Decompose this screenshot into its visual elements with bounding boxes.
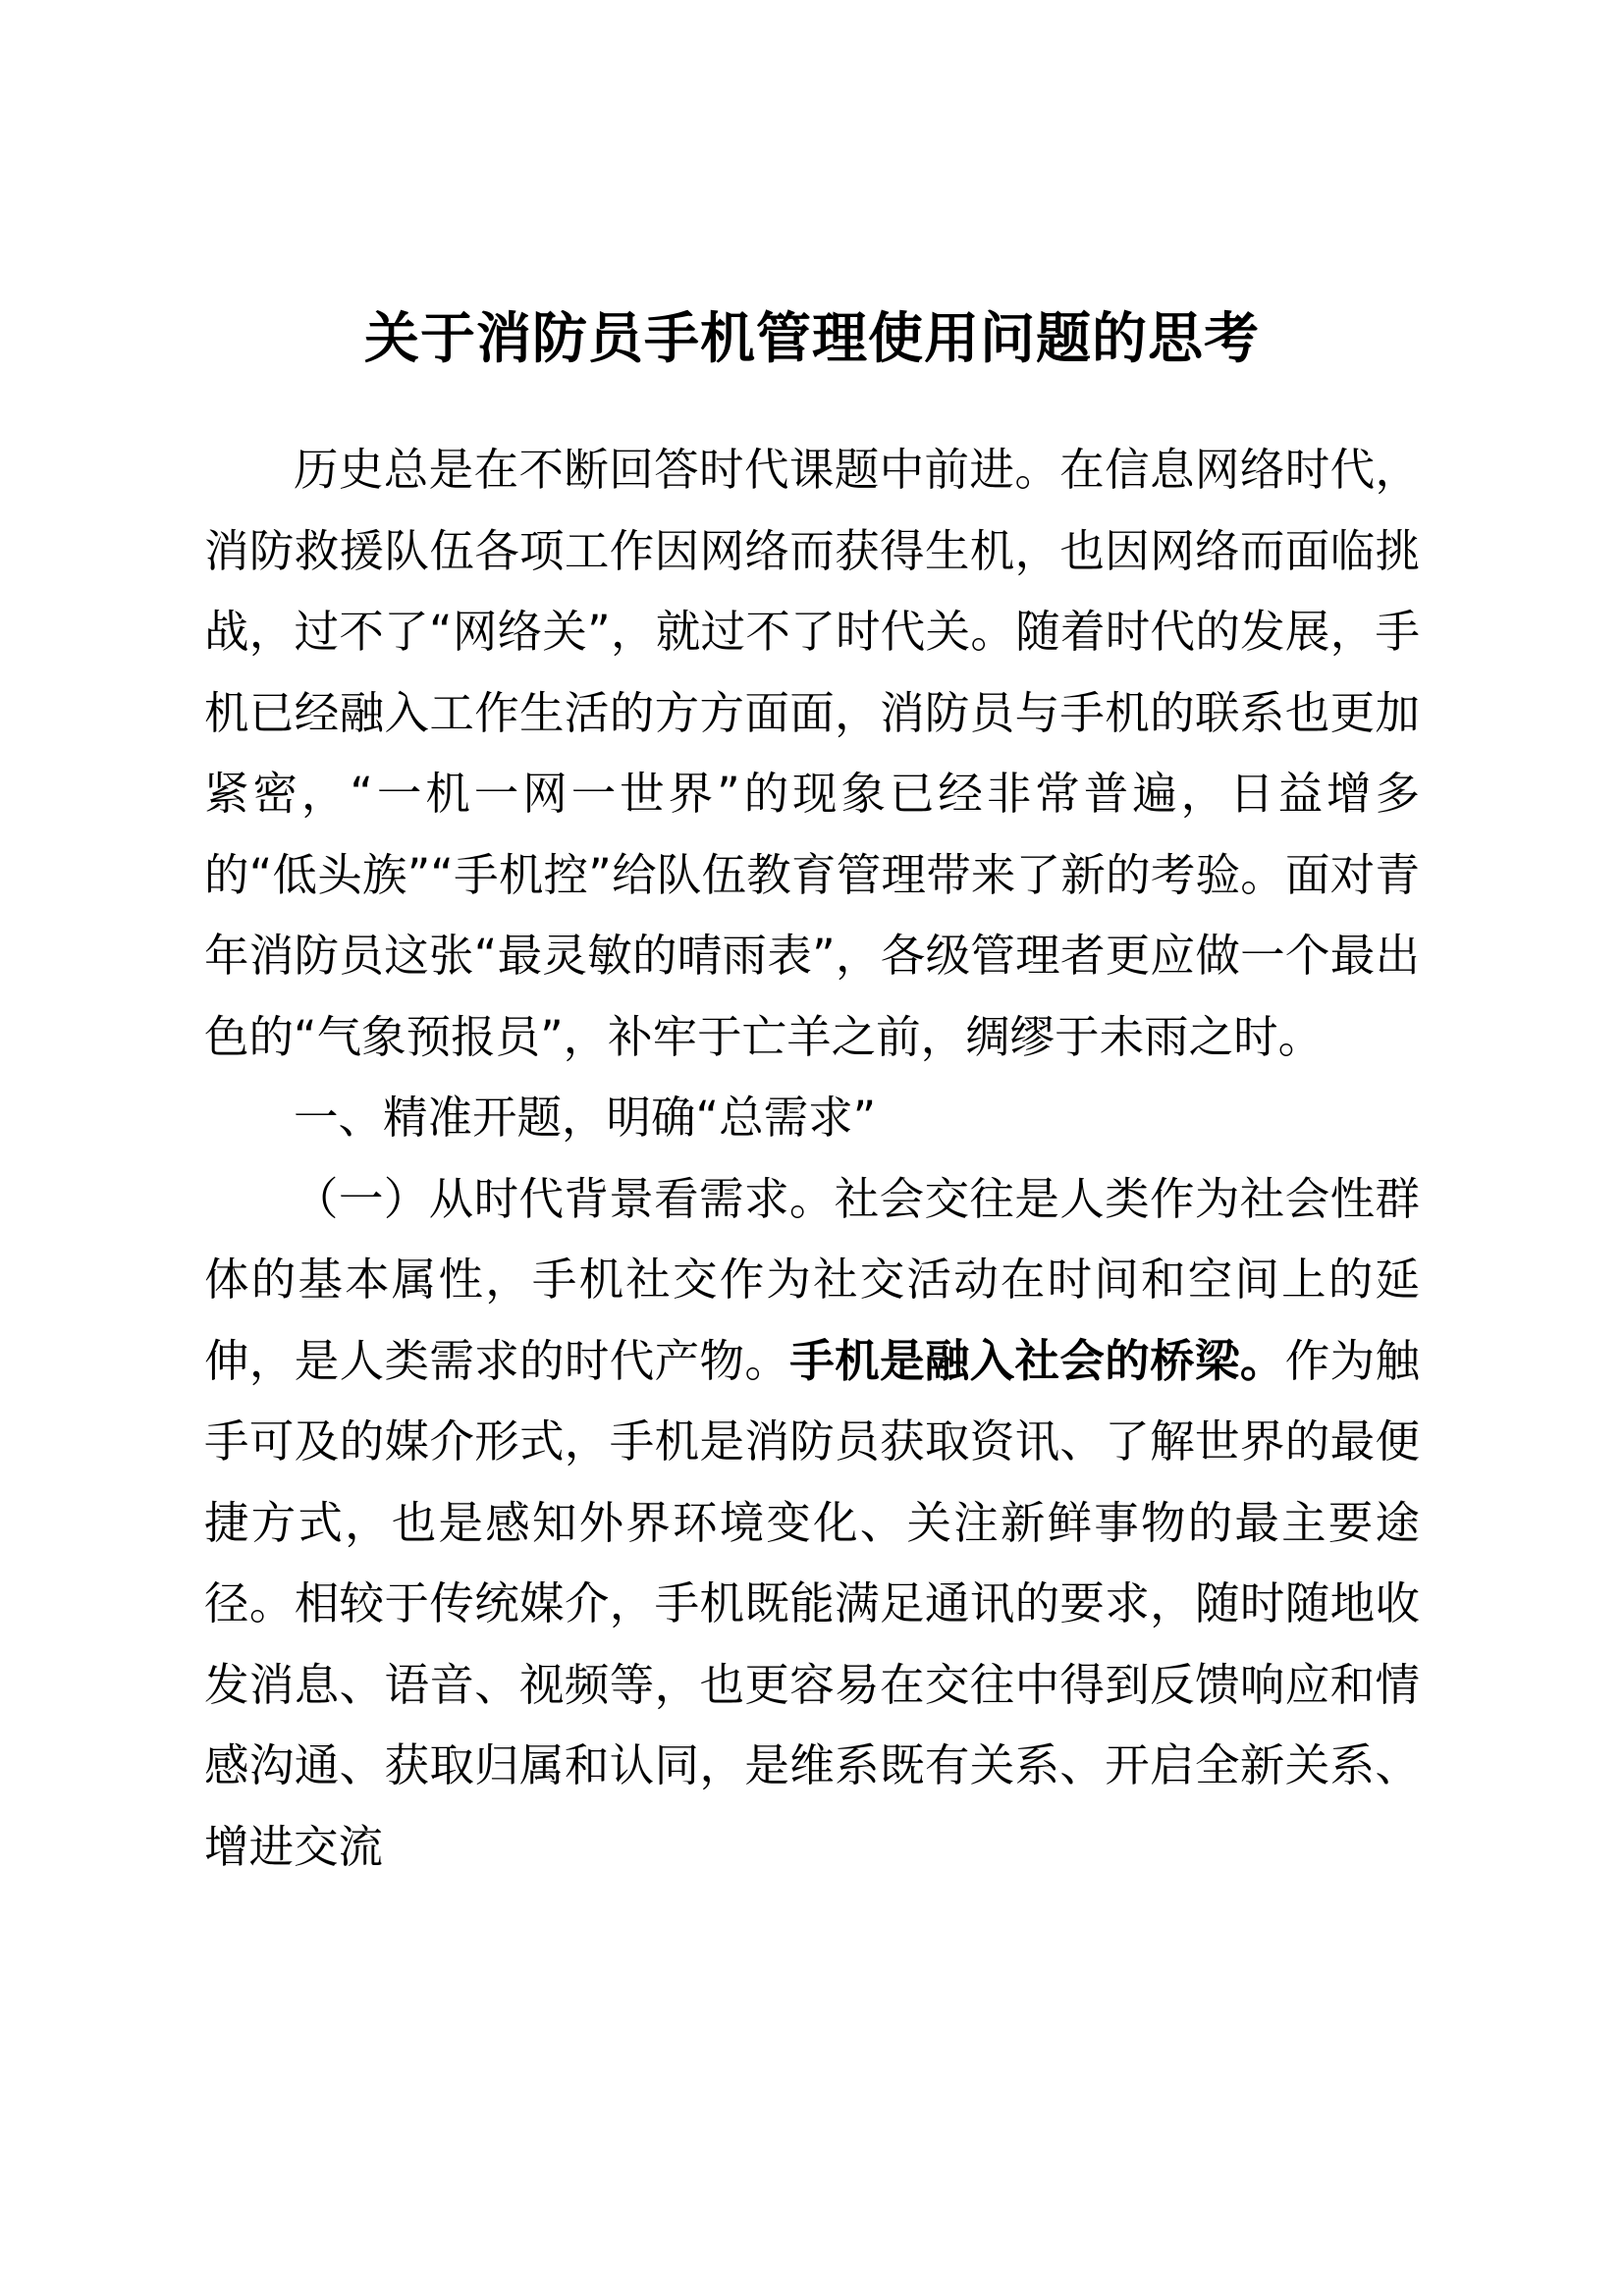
body-paragraph	[204, 430, 1420, 1078]
paragraph-text: 一、精准开题，明确“总需求”	[294, 1092, 877, 1144]
page-title: 关于消防员手机管理使用问题的思考	[364, 307, 1260, 371]
emphasis-text: 手机是融入社会的桥梁。	[789, 1334, 1285, 1387]
document-content-column	[204, 0, 1420, 1888]
section-heading	[204, 1078, 1420, 1159]
paragraph-text: 历史总是在不断回答时代课题中前进。在信息网络时代，消防救援队伍各项工作因网络而获得生机，也因网络而面临挑战，过不了“网络关”，就过不了时代关。随着时代的发展，手机已经融入工作生活的方方面面，消防员与手机的联系也更加紧密，“一机一网一世界”的现象已经非常普遍，日益增多的“低头族”“手机控”给队伍教育管理带来了新的考验。面对青年消防员这张“最灵敏的晴雨表”，各级管理者更应做一个最出色的“气象预报员”，补牢于亡羊之前，绸缪于未雨之时。	[204, 444, 1420, 1063]
paragraph-text: 作为触手可及的媒介形式，手机是消防员获取资讯、了解世界的最便捷方式，也是感知外界环境变化、关注新鲜事物的最主要途径。相较于传统媒介，手机既能满足通讯的要求，随时随地收发消息、语音、视频等，也更容易在交往中得到反馈响应和情感沟通、获取归属和认同，是维系既有关系、开启全新关系、增进交流	[204, 1334, 1420, 1873]
body-paragraph	[204, 1159, 1420, 1889]
document-body	[204, 430, 1420, 1888]
paragraph-text: （一）从时代背景看需求。社会交往是人类作为社会性群体的基本属性，手机社交作为社交活动在时间和空间上的延伸，是人类需求的时代产物。	[204, 1172, 1420, 1387]
